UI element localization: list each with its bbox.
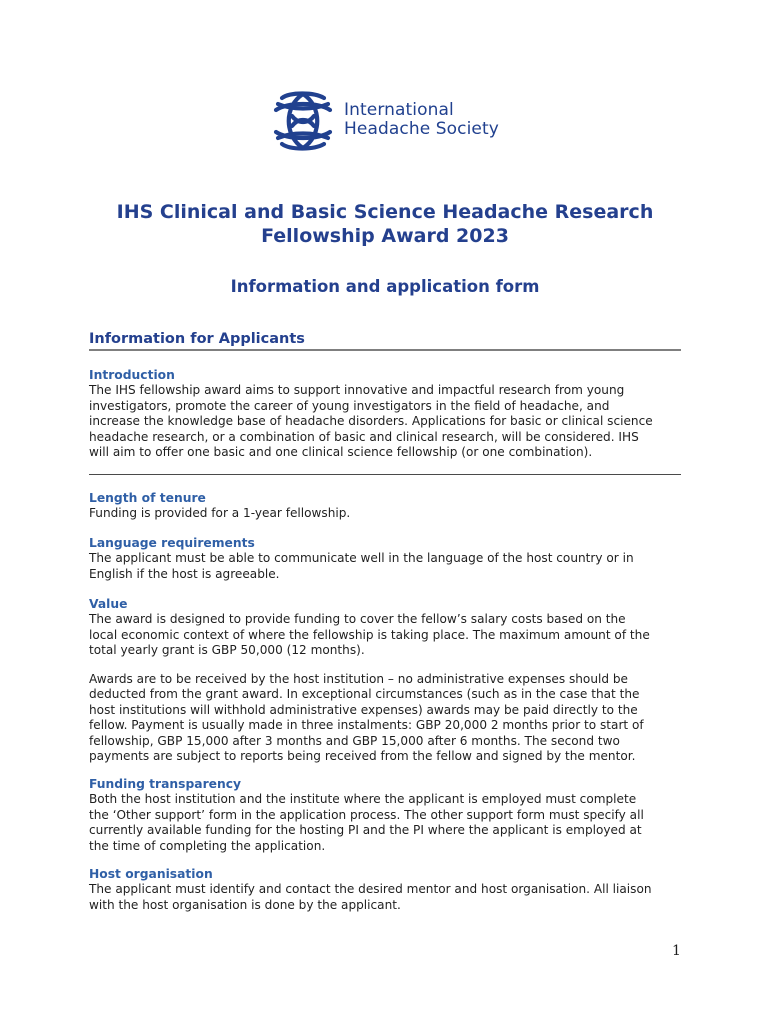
introduction-line: headache research, or a combination of basic and clinical research, will be considered. IHS xyxy=(89,429,639,444)
section-heading: Information for Applicants xyxy=(89,331,305,347)
introduction-line: The IHS fellowship award aims to support innovative and impactful research from young xyxy=(89,383,625,398)
funding-heading: Funding transparency xyxy=(89,777,242,791)
language-section xyxy=(89,536,689,582)
introduction-line: increase the knowledge base of headache disorders. Applications for basic or clinical science xyxy=(89,414,653,429)
value-line: total yearly grant is GBP 50,000 (12 months). xyxy=(89,643,365,658)
ihs-globe-icon xyxy=(270,90,336,152)
host-heading: Host organisation xyxy=(89,867,213,881)
document-subtitle: Information and application form xyxy=(230,277,540,296)
logo-text-line2: Headache Society xyxy=(344,119,499,139)
host-section xyxy=(89,867,689,913)
funding-line: Both the host institution and the institute where the applicant is employed must complete xyxy=(89,792,637,807)
logo-text-line1: International xyxy=(344,100,454,120)
value-heading: Value xyxy=(89,597,128,611)
page-number: 1 xyxy=(672,943,681,959)
funding-line: currently available funding for the hosting PI and the PI where the applicant is employed at xyxy=(89,823,642,838)
document-title xyxy=(60,200,710,248)
value-payment-line: deducted from the grant award. In exceptional circumstances (such as in the case that the xyxy=(89,687,640,702)
funding-line: the time of completing the application. xyxy=(89,838,326,853)
language-line: The applicant must be able to communicate well in the language of the host country or in xyxy=(89,551,634,566)
host-line: with the host organisation is done by the applicant. xyxy=(89,897,401,912)
section-divider xyxy=(89,349,681,351)
introduction-line: investigators, promote the career of young investigators in the field of headache, and xyxy=(89,398,610,413)
tenure-heading: Length of tenure xyxy=(89,491,206,505)
title-line2: Fellowship Award 2023 xyxy=(261,225,509,247)
funding-line: the ‘Other support’ form in the application process. The other support form must specify all xyxy=(89,807,644,822)
tenure-line: Funding is provided for a 1-year fellowship. xyxy=(89,506,351,521)
value-payment-line: payments are subject to reports being received from the fellow and signed by the mentor. xyxy=(89,749,636,764)
language-heading: Language requirements xyxy=(89,536,255,550)
value-payment-line: fellowship, GBP 15,000 after 3 months and GBP 15,000 after 6 months. The second two xyxy=(89,733,620,748)
title-line1: IHS Clinical and Basic Science Headache Research xyxy=(116,201,654,223)
tenure-section xyxy=(89,491,689,522)
introduction-line: will aim to offer one basic and one clinical science fellowship (or one combination). xyxy=(89,445,593,460)
value-section xyxy=(89,597,689,659)
value-payment-line: fellow. Payment is usually made in three instalments: GBP 20,000 2 months prior to start of xyxy=(89,718,644,733)
introduction-section xyxy=(89,368,689,460)
value-payment-paragraph xyxy=(89,672,689,764)
introduction-divider xyxy=(89,474,681,475)
language-line: English if the host is agreeable. xyxy=(89,566,280,581)
value-line: local economic context of where the fellowship is taking place. The maximum amount of the xyxy=(89,627,650,642)
funding-section xyxy=(89,777,689,854)
value-payment-line: Awards are to be received by the host institution – no administrative expenses should be xyxy=(89,672,628,686)
introduction-heading: Introduction xyxy=(89,368,175,382)
value-payment-line: host institutions will withhold administrative expenses) awards may be paid directly to the xyxy=(89,702,638,717)
value-line: The award is designed to provide funding to cover the fellow’s salary costs based on the xyxy=(89,612,626,627)
ihs-logo xyxy=(270,90,510,152)
host-line: The applicant must identify and contact the desired mentor and host organisation. All liaison xyxy=(89,882,652,897)
